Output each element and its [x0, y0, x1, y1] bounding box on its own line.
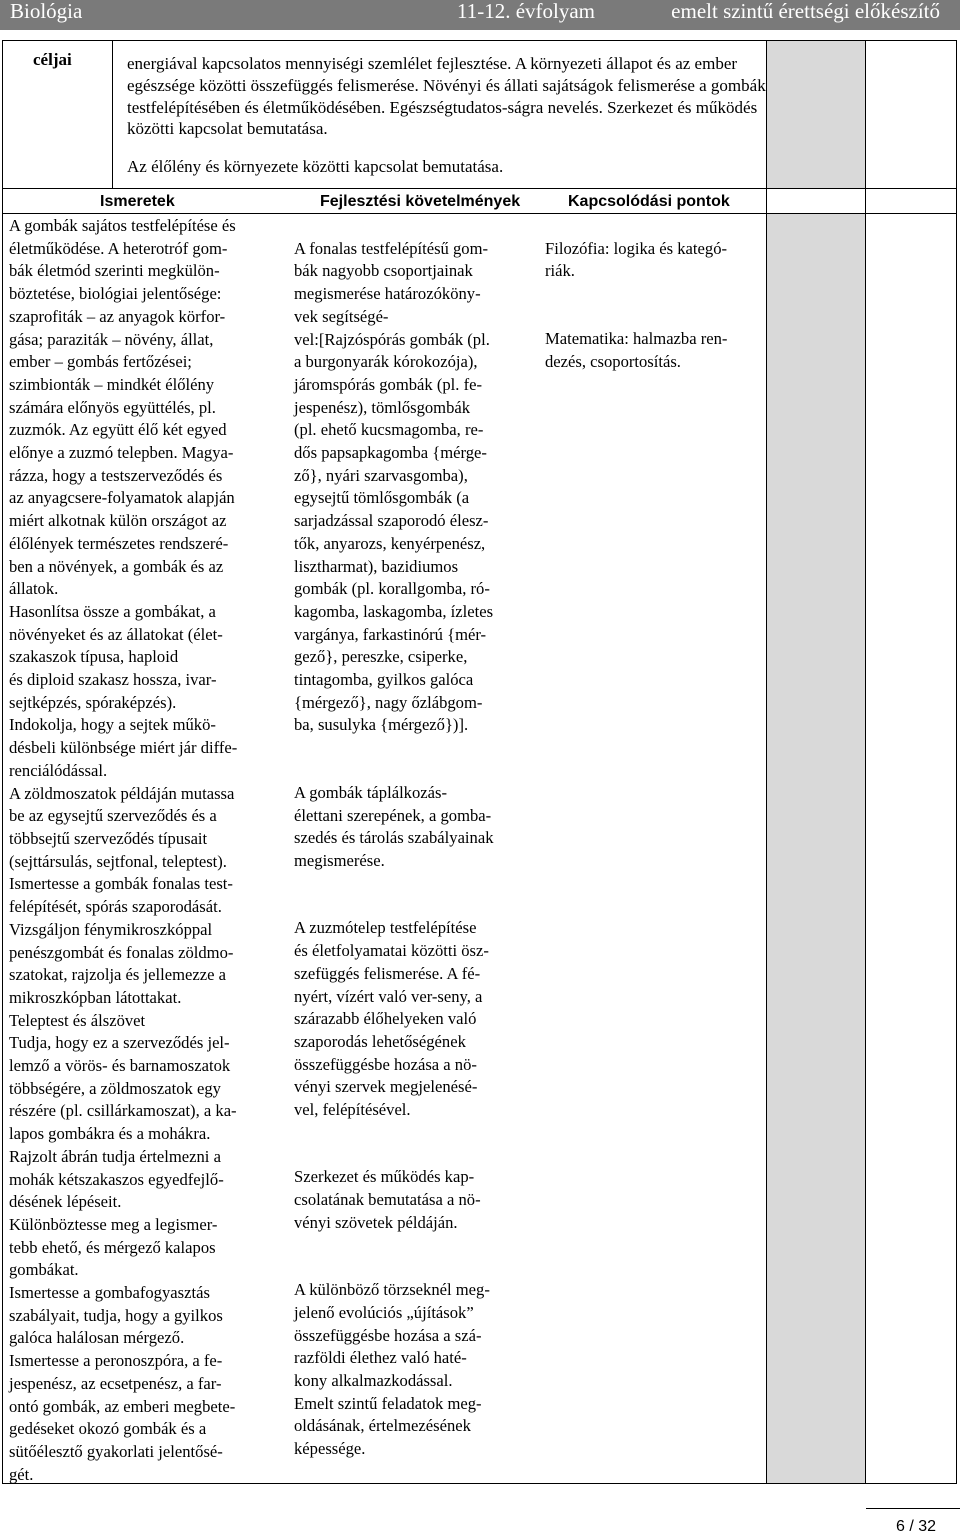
fejlesztesi-paragraph: A különböző törzseknél meg- jelenő evolúciós „újítások” összefüggésbe hozása a szá- razföldi élethez való haté- kony alkalmazkodással. Emelt szintű feladatok meg- oldásának, értelmezésének képessége.: [294, 1280, 490, 1459]
goals-text: [127, 53, 767, 178]
page-header: [0, 0, 960, 30]
page-number: 6 / 32: [895, 1518, 936, 1535]
column-header-kapcsolodasi: Kapcsolódási pontok: [568, 193, 730, 210]
kapcsolodasi-cell: [545, 215, 765, 396]
side-shade-body: [767, 214, 865, 1483]
column-header-fejlesztesi: Fejlesztési követelmények: [320, 193, 521, 210]
header-course: emelt szintű érettségi előkészítő: [671, 0, 940, 23]
fejlesztesi-paragraph: A fonalas testfelépítésű gom- bák nagyobb csoportjainak megismerése határozóköny- vek segítségé- vel:[Rajzóspórás gombák (pl. a burgonyarák kórokozója), járomspórás gombák (pl. fe- jespenész), tömlősgombák (pl. ehető kucsmagomba, re- dős papsapkagomba {mérge- ző}, nyári szarvasgomba), egysejtű tömlősgombák (a sarjadzással szaporodó élesz- tők, anyarozs, kenyérpenész, lisztharmat), bazidiumos gombák (pl. korallgomba, ró- kagomba, laskagomba, ízletes vargánya, farkastinórú {mér- gező}, pereszke, csiperke, tintagomba, gyilkos galóca {mérgező}, nagy őzlábgom- ba, susulyka {mérgező})].: [294, 238, 494, 735]
fejlesztesi-paragraph: Szerkezet és működés kap- csolatának bemutatása a nö- vényi szövetek példáján.: [294, 1167, 481, 1232]
fejlesztesi-cell: [294, 215, 538, 1484]
goals-paragraph-last: Az élőlény és környezete közötti kapcsolat bemutatása.: [127, 157, 504, 177]
header-grade: 11-12. évfolyam: [457, 0, 596, 23]
kapcsolodasi-paragraph: Matematika: halmazba ren- dezés, csoportosítás.: [545, 328, 728, 371]
column-header-ismeretek: Ismeretek: [100, 193, 175, 210]
goals-bottom-border: [2, 188, 957, 189]
goals-paragraph: energiával kapcsolatos mennyiségi szemlélet fejlesztése. A környezeti állapot és az ember egészsége közötti összefüggés felismerése. Növényi és állati sajátságok felismerése a gombák testfelépítésében és életműködésében. Egészségtudatos-ságra nevelés. Szerkezet és működés közötti kapcsolat bemutatása.: [127, 54, 766, 139]
side-shade-top: [767, 41, 865, 188]
header-subject: Biológia: [10, 0, 83, 23]
fejlesztesi-paragraph: A zuzmótelep testfelépítése és életfolyamatai közötti ösz- szefüggés felismerése. A fé- nyért, vízért való ver-seny, a szárazabb élőhelyeken való szaporodás lehetőségének összefüggésbe hozása a nö- vényi szervek megjelenésé- vel, felépítésével.: [294, 918, 489, 1120]
goals-label: céljai: [33, 50, 72, 69]
ismeretek-cell: A gombák sajátos testfelépítése és életműködése. A heterotróf gom- bák életmód szerinti megkülön- böztetése, biológiai jelentősége: szaprofiták – az anyagok körfor- gása; paraziták – növény, állat, ember – gombás fertőzései; szimbionták – mindkét élőlény számára előnyös együttélés, pl. zuzmók. Az együtt élő két egyed előnye a zuzmó telepben. Magya- rázza, hogy a testszerveződés és az anyagcsere-folyamatok alapján miért alkotnak külön országot az élőlények természetes rendszeré- ben a növények, a gombák és az állatok. Hasonlítsa össze a gombákat, a növényeket és az állatokat (élet- szakaszok típusa, haploid és diploid szakasz hossza, ivar- sejtképzés, spóraképzés). Indokolja, hogy a sejtek műkö- désbeli különbsége miért jár diffe- renciálódással. A zöldmoszatok példáján mutassa be az egysejtű szerveződés és a többsejtű szerveződés típusait (sejttársulás, sejtfonal, teleptest). Ismertesse a gombák fonalas test- felépítését, spórás szaporodását. Vizsgáljon fénymikroszkóppal penészgombát és fonalas zöldmo- szatokat, rajzolja és jellemezze a mikroszkópban látottakat. Teleptest és álszövet Tudja, hogy ez a szerveződés jel- lemző a vörös- és barnamoszatok többségére, a zöldmoszatok egy részére (pl. csillárkamoszat), a ka- lapos gombákra és a mohákra. Rajzolt ábrán tudja értelmezni a mohák kétszakaszos egyedfejlő- désének lépéseit. Különböztesse meg a legismer- tebb ehető, és mérgező kalapos gombákat. Ismertesse a gombafogyasztás szabályait, tudja, hogy a gyilkos galóca halálosan mérgező. Ismertesse a peronoszpóra, a fe- jespenész, az ecsetpenész, a far- ontó gombák, az emberi megbete- gedéseket okozó gombák és a sütőélesztő gyakorlati jelentősé- gét.: [9, 216, 238, 1484]
side-column-divider-2: [865, 40, 866, 1484]
footer-rule: [866, 1508, 960, 1509]
side-column-divider-1: [766, 40, 767, 1484]
kapcsolodasi-paragraph: Filozófia: logika és kategó- riák.: [545, 238, 728, 281]
fejlesztesi-paragraph: A gombák táplálkozás- élettani szerepének, a gomba- szedés és tárolás szabályainak megismerése.: [294, 782, 494, 870]
goals-label-divider: [112, 40, 113, 188]
